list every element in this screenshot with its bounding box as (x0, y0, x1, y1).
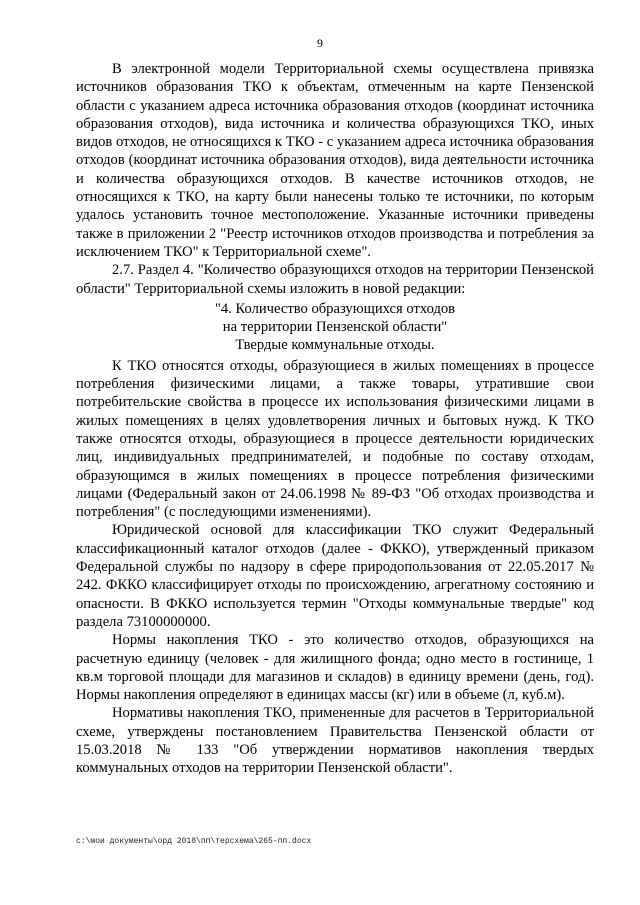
section-heading-line-2: на территории Пензенской области" (222, 319, 448, 336)
paragraph-section-4-intro: 2.7. Раздел 4. "Количество образующихся отходов на территории Пензенской области" Территориальной схемы изложить в новой редакции: (76, 262, 594, 297)
document-body (76, 60, 594, 778)
section-heading-line-3: Твердые коммунальные отходы. (235, 337, 435, 354)
footer-file-path: c:\мои документы\орд 2018\пп\терсхема\265-пп.docx (76, 837, 312, 846)
section-heading-line-1: "4. Количество образующихся отходов (214, 300, 456, 317)
paragraph-model-binding: В электронной модели Территориальной схемы осуществлена привязка источников образования ТКО к объектам, отмеченным на карте Пензенской области с указанием адреса источника образования отходов (координат источника образования отходов), вида источника и количества образующихся ТКО, иных видов отходов, не относящихся к ТКО - с указанием адреса источника образования отходов (координат источника образования отходов), вида деятельности источника и количества образующихся отходов. В качестве источников отходов, не относящихся к ТКО, на карту были нанесены только те источники, по которым удалось установить точное местоположение. Указанные источники приведены также в приложении 2 "Реестр источников отходов производства и потребления за исключением ТКО" к Территориальной схеме". (76, 61, 594, 260)
paragraph-fkko-basis: Юридической основой для классификации ТКО служит Федеральный классификационный каталог отходов (далее - ФККО), утвержденный приказом Федеральной службы по надзору в сфере природопользования от 22.05.2017 № 242. ФККО классифицирует отходы по происхождению, агрегатному состоянию и опасности. В ФККО используется термин "Отходы коммунальные твердые" код раздела 73100000000. (76, 522, 594, 630)
paragraph-norm-standards: Нормативы накопления ТКО, примененные для расчетов в Территориальной схеме, утверждены постановлением Правительства Пензенской области от 15.03.2018 № 133 "Об утверждении нормативов накопления твердых коммунальных отходов на территории Пензенской области". (76, 705, 594, 777)
paragraph-tko-definition: К ТКО относятся отходы, образующиеся в жилых помещениях в процессе потребления физическими лицами, а также товары, утратившие свои потребительские свойства в процессе их использования физическими лицами в жилых помещениях в целях удовлетворения личных и бытовых нужд. К ТКО также относятся отходы, образующиеся в процессе деятельности юридических лиц, индивидуальных предпринимателей, и подобные по составу отходам, образующимся в жилых помещениях в процессе потребления физическими лицами (Федеральный закон от 24.06.1998 № 89-ФЗ "Об отходах производства и потребления" (с последующими изменениями). (76, 357, 594, 521)
section-heading (76, 300, 594, 355)
paragraph-accumulation-norms: Нормы накопления ТКО - это количество отходов, образующихся на расчетную единицу (человек - для жилищного фонда; одно место в гостинице, 1 кв.м торговой площади для магазинов и складов) в единицу времени (день, год). Нормы накопления определяют в единицах массы (кг) или в объеме (л, куб.м). (76, 632, 594, 704)
page-number: 9 (317, 36, 323, 50)
